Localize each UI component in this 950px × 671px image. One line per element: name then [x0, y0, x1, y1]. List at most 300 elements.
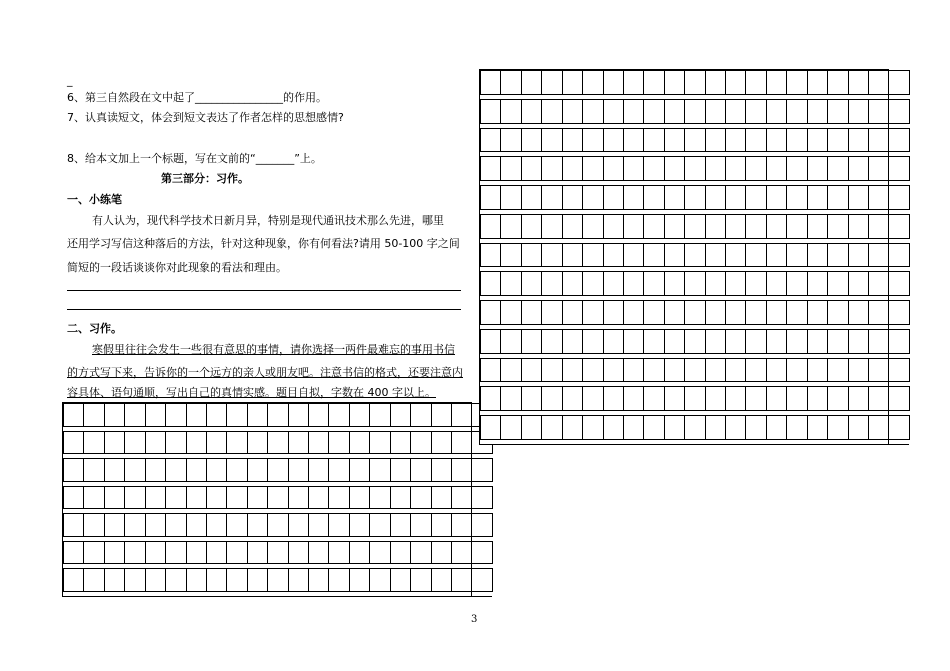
- grid-cell[interactable]: [848, 157, 868, 181]
- grid-cell[interactable]: [766, 329, 786, 353]
- grid-cell[interactable]: [329, 459, 349, 482]
- grid-cell[interactable]: [685, 186, 705, 210]
- grid-cell[interactable]: [542, 71, 562, 95]
- grid-cell[interactable]: [329, 514, 349, 537]
- grid-cell[interactable]: [746, 416, 766, 440]
- grid-cell[interactable]: [787, 157, 807, 181]
- grid-cell[interactable]: [104, 431, 124, 454]
- grid-cell[interactable]: [746, 71, 766, 95]
- grid-cell[interactable]: [787, 301, 807, 325]
- grid-cell[interactable]: [726, 214, 746, 238]
- grid-cell[interactable]: [664, 128, 684, 152]
- grid-cell[interactable]: [623, 272, 643, 296]
- grid-cell[interactable]: [705, 186, 725, 210]
- grid-cell[interactable]: [501, 128, 521, 152]
- grid-cell[interactable]: [705, 71, 725, 95]
- grid-cell[interactable]: [766, 301, 786, 325]
- grid-cell[interactable]: [787, 416, 807, 440]
- grid-cell[interactable]: [542, 272, 562, 296]
- grid-cell[interactable]: [125, 486, 145, 509]
- grid-cell[interactable]: [848, 387, 868, 411]
- grid-cell[interactable]: [562, 416, 582, 440]
- grid-cell[interactable]: [562, 243, 582, 267]
- grid-cell[interactable]: [227, 459, 247, 482]
- grid-cell[interactable]: [807, 387, 827, 411]
- grid-cell[interactable]: [431, 459, 451, 482]
- grid-cell[interactable]: [603, 416, 623, 440]
- grid-cell[interactable]: [370, 431, 390, 454]
- grid-cell[interactable]: [623, 128, 643, 152]
- grid-cell[interactable]: [705, 387, 725, 411]
- grid-cell[interactable]: [603, 71, 623, 95]
- grid-cell[interactable]: [889, 99, 909, 123]
- grid-cell[interactable]: [726, 186, 746, 210]
- grid-cell[interactable]: [64, 459, 84, 482]
- grid-cell[interactable]: [452, 541, 472, 564]
- grid-cell[interactable]: [869, 243, 889, 267]
- grid-cell[interactable]: [481, 358, 501, 382]
- grid-cell[interactable]: [452, 459, 472, 482]
- grid-cell[interactable]: [583, 387, 603, 411]
- grid-cell[interactable]: [807, 416, 827, 440]
- grid-cell[interactable]: [889, 387, 909, 411]
- grid-cell[interactable]: [452, 431, 472, 454]
- grid-cell[interactable]: [685, 387, 705, 411]
- grid-cell[interactable]: [705, 128, 725, 152]
- grid-cell[interactable]: [828, 329, 848, 353]
- grid-cell[interactable]: [472, 541, 492, 564]
- grid-cell[interactable]: [349, 459, 369, 482]
- grid-cell[interactable]: [726, 358, 746, 382]
- grid-cell[interactable]: [349, 569, 369, 592]
- grid-cell[interactable]: [84, 569, 104, 592]
- grid-cell[interactable]: [411, 431, 431, 454]
- grid-cell[interactable]: [726, 416, 746, 440]
- grid-cell[interactable]: [227, 569, 247, 592]
- grid-cell[interactable]: [603, 358, 623, 382]
- grid-cell[interactable]: [521, 329, 541, 353]
- grid-cell[interactable]: [64, 569, 84, 592]
- grid-cell[interactable]: [542, 186, 562, 210]
- grid-cell[interactable]: [501, 186, 521, 210]
- grid-cell[interactable]: [288, 459, 308, 482]
- grid-cell[interactable]: [705, 358, 725, 382]
- grid-cell[interactable]: [431, 541, 451, 564]
- grid-cell[interactable]: [889, 157, 909, 181]
- grid-cell[interactable]: [288, 541, 308, 564]
- grid-cell[interactable]: [644, 387, 664, 411]
- grid-cell[interactable]: [349, 404, 369, 427]
- grid-cell[interactable]: [644, 71, 664, 95]
- grid-cell[interactable]: [84, 514, 104, 537]
- grid-cell[interactable]: [889, 243, 909, 267]
- grid-cell[interactable]: [84, 404, 104, 427]
- grid-cell[interactable]: [869, 186, 889, 210]
- grid-cell[interactable]: [268, 459, 288, 482]
- grid-cell[interactable]: [807, 128, 827, 152]
- grid-cell[interactable]: [481, 214, 501, 238]
- grid-cell[interactable]: [664, 99, 684, 123]
- grid-cell[interactable]: [828, 71, 848, 95]
- grid-cell[interactable]: [166, 404, 186, 427]
- grid-cell[interactable]: [481, 186, 501, 210]
- grid-cell[interactable]: [268, 431, 288, 454]
- grid-cell[interactable]: [828, 301, 848, 325]
- grid-cell[interactable]: [431, 431, 451, 454]
- grid-cell[interactable]: [664, 214, 684, 238]
- grid-cell[interactable]: [644, 416, 664, 440]
- grid-cell[interactable]: [268, 514, 288, 537]
- grid-cell[interactable]: [583, 416, 603, 440]
- grid-cell[interactable]: [664, 301, 684, 325]
- grid-cell[interactable]: [521, 301, 541, 325]
- grid-cell[interactable]: [889, 416, 909, 440]
- grid-cell[interactable]: [329, 541, 349, 564]
- grid-cell[interactable]: [583, 272, 603, 296]
- grid-cell[interactable]: [746, 186, 766, 210]
- grid-cell[interactable]: [889, 272, 909, 296]
- grid-cell[interactable]: [746, 128, 766, 152]
- grid-cell[interactable]: [521, 186, 541, 210]
- grid-cell[interactable]: [309, 404, 329, 427]
- grid-cell[interactable]: [623, 99, 643, 123]
- grid-cell[interactable]: [583, 186, 603, 210]
- grid-cell[interactable]: [869, 214, 889, 238]
- grid-cell[interactable]: [583, 329, 603, 353]
- grid-cell[interactable]: [583, 301, 603, 325]
- grid-cell[interactable]: [869, 358, 889, 382]
- grid-cell[interactable]: [247, 431, 267, 454]
- grid-cell[interactable]: [766, 387, 786, 411]
- grid-cell[interactable]: [186, 514, 206, 537]
- grid-cell[interactable]: [726, 272, 746, 296]
- grid-cell[interactable]: [288, 404, 308, 427]
- grid-cell[interactable]: [644, 301, 664, 325]
- grid-cell[interactable]: [481, 272, 501, 296]
- grid-cell[interactable]: [166, 486, 186, 509]
- grid-cell[interactable]: [521, 214, 541, 238]
- grid-cell[interactable]: [125, 459, 145, 482]
- grid-cell[interactable]: [869, 416, 889, 440]
- grid-cell[interactable]: [562, 214, 582, 238]
- grid-cell[interactable]: [227, 514, 247, 537]
- grid-cell[interactable]: [166, 541, 186, 564]
- grid-cell[interactable]: [521, 99, 541, 123]
- grid-cell[interactable]: [411, 404, 431, 427]
- grid-cell[interactable]: [603, 243, 623, 267]
- grid-cell[interactable]: [227, 431, 247, 454]
- grid-cell[interactable]: [309, 541, 329, 564]
- grid-cell[interactable]: [501, 214, 521, 238]
- grid-cell[interactable]: [787, 329, 807, 353]
- grid-cell[interactable]: [349, 514, 369, 537]
- grid-cell[interactable]: [411, 486, 431, 509]
- grid-cell[interactable]: [848, 358, 868, 382]
- grid-cell[interactable]: [268, 541, 288, 564]
- grid-cell[interactable]: [370, 486, 390, 509]
- grid-cell[interactable]: [787, 214, 807, 238]
- grid-cell[interactable]: [603, 157, 623, 181]
- grid-cell[interactable]: [125, 431, 145, 454]
- grid-cell[interactable]: [370, 459, 390, 482]
- grid-cell[interactable]: [247, 569, 267, 592]
- grid-cell[interactable]: [104, 486, 124, 509]
- grid-cell[interactable]: [309, 486, 329, 509]
- grid-cell[interactable]: [644, 243, 664, 267]
- grid-cell[interactable]: [145, 541, 165, 564]
- grid-cell[interactable]: [288, 569, 308, 592]
- grid-cell[interactable]: [583, 71, 603, 95]
- grid-cell[interactable]: [472, 459, 492, 482]
- grid-cell[interactable]: [726, 71, 746, 95]
- question-6-blank[interactable]: ________________: [195, 91, 283, 104]
- grid-cell[interactable]: [603, 214, 623, 238]
- grid-cell[interactable]: [481, 416, 501, 440]
- grid-cell[interactable]: [84, 486, 104, 509]
- answer-line-1[interactable]: [67, 290, 461, 291]
- grid-cell[interactable]: [848, 329, 868, 353]
- grid-cell[interactable]: [889, 71, 909, 95]
- grid-cell[interactable]: [869, 329, 889, 353]
- grid-cell[interactable]: [562, 157, 582, 181]
- grid-cell[interactable]: [390, 404, 410, 427]
- grid-cell[interactable]: [685, 157, 705, 181]
- grid-cell[interactable]: [562, 128, 582, 152]
- grid-cell[interactable]: [501, 358, 521, 382]
- grid-cell[interactable]: [64, 514, 84, 537]
- grid-cell[interactable]: [766, 243, 786, 267]
- grid-cell[interactable]: [726, 329, 746, 353]
- grid-cell[interactable]: [583, 214, 603, 238]
- grid-cell[interactable]: [623, 358, 643, 382]
- grid-cell[interactable]: [644, 329, 664, 353]
- grid-cell[interactable]: [411, 514, 431, 537]
- grid-cell[interactable]: [472, 514, 492, 537]
- grid-cell[interactable]: [472, 486, 492, 509]
- grid-cell[interactable]: [828, 358, 848, 382]
- grid-cell[interactable]: [746, 157, 766, 181]
- grid-cell[interactable]: [664, 272, 684, 296]
- grid-cell[interactable]: [542, 358, 562, 382]
- grid-cell[interactable]: [309, 459, 329, 482]
- grid-cell[interactable]: [726, 301, 746, 325]
- grid-cell[interactable]: [186, 569, 206, 592]
- grid-cell[interactable]: [562, 387, 582, 411]
- grid-cell[interactable]: [145, 486, 165, 509]
- grid-cell[interactable]: [104, 459, 124, 482]
- grid-cell[interactable]: [705, 214, 725, 238]
- grid-cell[interactable]: [685, 99, 705, 123]
- grid-cell[interactable]: [746, 272, 766, 296]
- grid-cell[interactable]: [603, 301, 623, 325]
- grid-cell[interactable]: [583, 358, 603, 382]
- grid-cell[interactable]: [644, 128, 664, 152]
- grid-cell[interactable]: [828, 128, 848, 152]
- grid-cell[interactable]: [349, 541, 369, 564]
- grid-cell[interactable]: [227, 404, 247, 427]
- grid-cell[interactable]: [562, 99, 582, 123]
- grid-cell[interactable]: [869, 157, 889, 181]
- grid-cell[interactable]: [501, 329, 521, 353]
- grid-cell[interactable]: [787, 387, 807, 411]
- grid-cell[interactable]: [848, 71, 868, 95]
- grid-cell[interactable]: [166, 514, 186, 537]
- grid-cell[interactable]: [186, 486, 206, 509]
- grid-cell[interactable]: [807, 358, 827, 382]
- writing-grid-left[interactable]: [62, 402, 472, 597]
- grid-cell[interactable]: [807, 329, 827, 353]
- grid-cell[interactable]: [288, 431, 308, 454]
- grid-cell[interactable]: [481, 387, 501, 411]
- grid-cell[interactable]: [431, 514, 451, 537]
- grid-cell[interactable]: [807, 214, 827, 238]
- grid-cell[interactable]: [370, 569, 390, 592]
- grid-cell[interactable]: [481, 329, 501, 353]
- grid-cell[interactable]: [206, 486, 226, 509]
- grid-cell[interactable]: [329, 569, 349, 592]
- grid-cell[interactable]: [685, 272, 705, 296]
- grid-cell[interactable]: [125, 514, 145, 537]
- grid-cell[interactable]: [562, 301, 582, 325]
- grid-cell[interactable]: [787, 71, 807, 95]
- grid-cell[interactable]: [145, 459, 165, 482]
- grid-cell[interactable]: [521, 387, 541, 411]
- grid-cell[interactable]: [349, 431, 369, 454]
- grid-cell[interactable]: [370, 541, 390, 564]
- grid-cell[interactable]: [766, 128, 786, 152]
- grid-cell[interactable]: [828, 272, 848, 296]
- grid-cell[interactable]: [309, 569, 329, 592]
- grid-cell[interactable]: [206, 514, 226, 537]
- grid-cell[interactable]: [562, 358, 582, 382]
- grid-cell[interactable]: [145, 404, 165, 427]
- grid-cell[interactable]: [746, 301, 766, 325]
- grid-cell[interactable]: [390, 459, 410, 482]
- grid-cell[interactable]: [787, 99, 807, 123]
- grid-cell[interactable]: [501, 301, 521, 325]
- grid-cell[interactable]: [623, 416, 643, 440]
- grid-cell[interactable]: [848, 214, 868, 238]
- grid-cell[interactable]: [390, 514, 410, 537]
- grid-cell[interactable]: [227, 486, 247, 509]
- grid-cell[interactable]: [501, 387, 521, 411]
- grid-cell[interactable]: [848, 243, 868, 267]
- grid-cell[interactable]: [848, 99, 868, 123]
- grid-cell[interactable]: [848, 128, 868, 152]
- grid-cell[interactable]: [542, 416, 562, 440]
- grid-cell[interactable]: [452, 514, 472, 537]
- grid-cell[interactable]: [787, 358, 807, 382]
- grid-cell[interactable]: [329, 431, 349, 454]
- grid-cell[interactable]: [166, 459, 186, 482]
- grid-cell[interactable]: [349, 486, 369, 509]
- grid-cell[interactable]: [623, 157, 643, 181]
- grid-cell[interactable]: [329, 404, 349, 427]
- grid-cell[interactable]: [603, 387, 623, 411]
- grid-cell[interactable]: [766, 272, 786, 296]
- grid-cell[interactable]: [583, 128, 603, 152]
- grid-cell[interactable]: [766, 416, 786, 440]
- grid-cell[interactable]: [685, 301, 705, 325]
- grid-cell[interactable]: [268, 404, 288, 427]
- grid-cell[interactable]: [644, 157, 664, 181]
- grid-cell[interactable]: [869, 128, 889, 152]
- grid-cell[interactable]: [370, 404, 390, 427]
- grid-cell[interactable]: [746, 329, 766, 353]
- grid-cell[interactable]: [869, 99, 889, 123]
- grid-cell[interactable]: [705, 416, 725, 440]
- writing-grid-right[interactable]: [479, 69, 889, 445]
- grid-cell[interactable]: [452, 404, 472, 427]
- grid-cell[interactable]: [562, 272, 582, 296]
- grid-cell[interactable]: [807, 157, 827, 181]
- grid-cell[interactable]: [166, 431, 186, 454]
- grid-cell[interactable]: [889, 329, 909, 353]
- grid-cell[interactable]: [329, 486, 349, 509]
- grid-cell[interactable]: [848, 272, 868, 296]
- grid-cell[interactable]: [685, 214, 705, 238]
- grid-cell[interactable]: [501, 71, 521, 95]
- grid-cell[interactable]: [848, 301, 868, 325]
- grid-cell[interactable]: [145, 569, 165, 592]
- grid-cell[interactable]: [247, 541, 267, 564]
- grid-cell[interactable]: [186, 541, 206, 564]
- grid-cell[interactable]: [370, 514, 390, 537]
- grid-cell[interactable]: [309, 514, 329, 537]
- grid-cell[interactable]: [828, 243, 848, 267]
- grid-cell[interactable]: [501, 272, 521, 296]
- grid-cell[interactable]: [501, 157, 521, 181]
- grid-cell[interactable]: [542, 214, 562, 238]
- grid-cell[interactable]: [644, 272, 664, 296]
- grid-cell[interactable]: [481, 301, 501, 325]
- grid-cell[interactable]: [64, 431, 84, 454]
- grid-cell[interactable]: [869, 301, 889, 325]
- grid-cell[interactable]: [501, 243, 521, 267]
- grid-cell[interactable]: [521, 243, 541, 267]
- grid-cell[interactable]: [206, 459, 226, 482]
- grid-cell[interactable]: [807, 272, 827, 296]
- grid-cell[interactable]: [889, 128, 909, 152]
- grid-cell[interactable]: [64, 486, 84, 509]
- grid-cell[interactable]: [664, 387, 684, 411]
- grid-cell[interactable]: [705, 99, 725, 123]
- grid-cell[interactable]: [869, 71, 889, 95]
- grid-cell[interactable]: [787, 186, 807, 210]
- grid-cell[interactable]: [309, 431, 329, 454]
- grid-cell[interactable]: [206, 404, 226, 427]
- grid-cell[interactable]: [501, 416, 521, 440]
- grid-cell[interactable]: [746, 358, 766, 382]
- grid-cell[interactable]: [84, 431, 104, 454]
- grid-cell[interactable]: [685, 128, 705, 152]
- grid-cell[interactable]: [685, 416, 705, 440]
- grid-cell[interactable]: [268, 569, 288, 592]
- grid-cell[interactable]: [746, 99, 766, 123]
- grid-cell[interactable]: [227, 541, 247, 564]
- grid-cell[interactable]: [828, 214, 848, 238]
- grid-cell[interactable]: [848, 416, 868, 440]
- grid-cell[interactable]: [104, 514, 124, 537]
- grid-cell[interactable]: [431, 486, 451, 509]
- grid-cell[interactable]: [186, 459, 206, 482]
- grid-cell[interactable]: [288, 514, 308, 537]
- grid-cell[interactable]: [664, 358, 684, 382]
- grid-cell[interactable]: [807, 301, 827, 325]
- grid-cell[interactable]: [521, 358, 541, 382]
- grid-cell[interactable]: [390, 431, 410, 454]
- grid-cell[interactable]: [828, 157, 848, 181]
